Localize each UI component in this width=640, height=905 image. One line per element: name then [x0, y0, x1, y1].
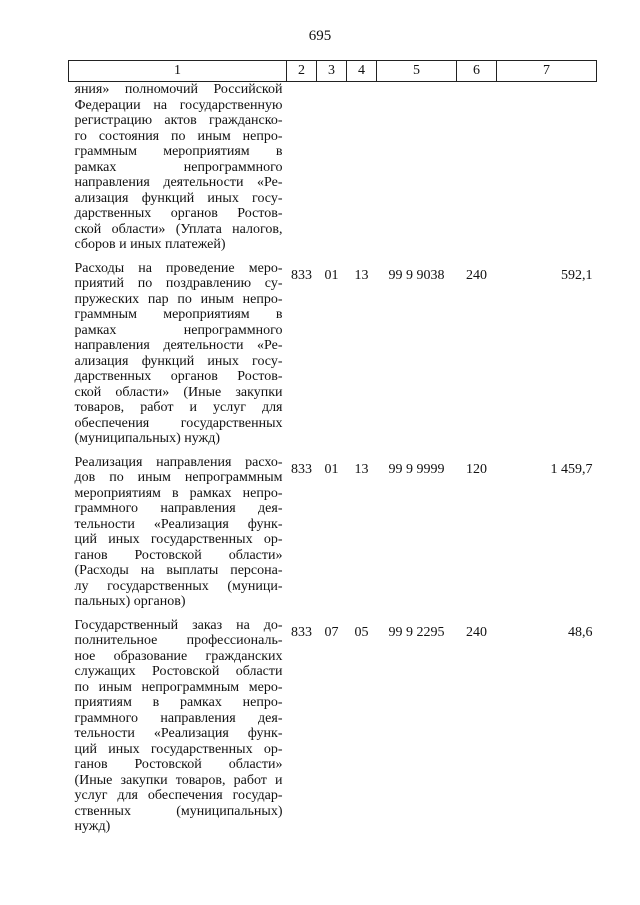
- description-line: ской области» (Уплата налогов,: [74, 221, 283, 237]
- description-line: Расходы на проведение меро-: [74, 260, 283, 276]
- description-line: рамках непрограммного: [74, 159, 283, 175]
- amount: 48,6: [568, 624, 593, 640]
- description-line: (Иные закупки товаров, работ и: [74, 772, 283, 788]
- subsection-code: [347, 82, 377, 261]
- target-article-code: 99 9 9999: [388, 461, 445, 477]
- table-header-row: [69, 61, 597, 82]
- expense-type-code: 240: [466, 624, 487, 640]
- column-header-1: 1: [69, 61, 287, 82]
- table-row: [69, 618, 597, 843]
- description-line: го состояния по иным непро-: [74, 128, 283, 144]
- description-line: ализация функций иных госу-: [74, 353, 283, 369]
- description-line: ской области» (Иные закупки: [74, 384, 283, 400]
- column-header-6: 6: [457, 61, 497, 82]
- expense-type-code: 240: [466, 267, 487, 283]
- description-line: рамках непрограммного: [74, 322, 283, 338]
- expense-type-code: 120: [466, 461, 487, 477]
- subsection-code: 13: [354, 267, 369, 283]
- description-line: Государственный заказ на до-: [74, 617, 283, 633]
- row-description: [69, 261, 287, 455]
- description-line: дарственных органов Ростов-: [74, 369, 283, 384]
- description-line: ственных (муниципальных): [74, 803, 283, 819]
- description-line: направления деятельности «Ре-: [74, 338, 283, 353]
- description-line: граммного направления дея-: [74, 501, 283, 516]
- section-code: [317, 82, 347, 261]
- amount: 592,1: [561, 267, 593, 283]
- description-line: тельности «Реализация функ-: [74, 516, 283, 532]
- description-line: ций иных государственных ор-: [74, 532, 283, 547]
- amount: 1 459,7: [550, 461, 593, 477]
- budget-table: [68, 60, 597, 843]
- description-line: ций иных государственных ор-: [74, 741, 283, 757]
- section-code: 01: [324, 267, 339, 283]
- ministry-code: 833: [291, 624, 312, 640]
- description-line: ное образование гражданских: [74, 648, 283, 664]
- section-code: 07: [324, 624, 339, 640]
- row-description: [69, 618, 287, 843]
- description-line: яния» полномочий Российской: [74, 82, 283, 97]
- description-line: регистрацию актов гражданско-: [74, 113, 283, 128]
- amount: [497, 82, 597, 261]
- description-line: пружеских пар по иным непро-: [74, 291, 283, 307]
- description-line: служащих Ростовской области: [74, 664, 283, 679]
- ministry-code: [287, 82, 317, 261]
- description-line: граммным мероприятиям в: [74, 307, 283, 322]
- subsection-code: 05: [354, 624, 369, 640]
- target-article-code: [377, 82, 457, 261]
- target-article-code: 99 9 9038: [388, 267, 445, 283]
- expense-type-code: [457, 82, 497, 261]
- description-line: по иным непрограммным меро-: [74, 679, 283, 695]
- table-row: [69, 455, 597, 618]
- description-line: товаров, работ и услуг для: [74, 400, 283, 415]
- description-line: граммным мероприятиям в: [74, 144, 283, 159]
- row-description: [69, 455, 287, 618]
- column-header-5: 5: [377, 61, 457, 82]
- column-header-7: 7: [497, 61, 597, 82]
- description-line: лу государственных (муници-: [74, 578, 283, 594]
- table-body: [69, 82, 597, 843]
- column-header-4: 4: [347, 61, 377, 82]
- description-line: обеспечения государственных: [74, 415, 283, 431]
- page-number: 695: [308, 28, 332, 44]
- description-line: Федерации на государственную: [74, 97, 283, 113]
- description-line: приятиям в рамках непро-: [74, 695, 283, 710]
- description-line: ганов Ростовской области»: [74, 757, 283, 772]
- description-line: тельности «Реализация функ-: [74, 726, 283, 741]
- table-row: [69, 82, 597, 261]
- description-line: услуг для обеспечения государ-: [74, 788, 283, 803]
- description-line: ализация функций иных госу-: [74, 190, 283, 206]
- ministry-code: 833: [291, 267, 312, 283]
- description-line: мероприятиям в рамках непро-: [74, 485, 283, 501]
- target-article-code: 99 9 2295: [388, 624, 445, 640]
- description-line: дов по иным непрограммным: [74, 470, 283, 485]
- description-line: (Расходы на выплаты персона-: [74, 563, 283, 578]
- description-line: Реализация направления расхо-: [74, 454, 283, 470]
- description-line: нужд): [74, 819, 111, 834]
- description-line: направления деятельности «Ре-: [74, 175, 283, 190]
- ministry-code: 833: [291, 461, 312, 477]
- column-header-3: 3: [317, 61, 347, 82]
- row-description: [69, 82, 287, 261]
- description-line: полнительное профессиональ-: [74, 633, 283, 648]
- subsection-code: 13: [354, 461, 369, 477]
- description-line: граммного направления дея-: [74, 710, 283, 726]
- column-header-2: 2: [287, 61, 317, 82]
- table-row: [69, 261, 597, 455]
- description-line: пальных) органов): [74, 594, 186, 609]
- section-code: 01: [324, 461, 339, 477]
- description-line: (муниципальных) нужд): [74, 431, 221, 446]
- description-line: сборов и иных платежей): [74, 237, 226, 252]
- description-line: приятий по поздравлению су-: [74, 276, 283, 291]
- description-line: ганов Ростовской области»: [74, 547, 283, 563]
- description-line: дарственных органов Ростов-: [74, 206, 283, 221]
